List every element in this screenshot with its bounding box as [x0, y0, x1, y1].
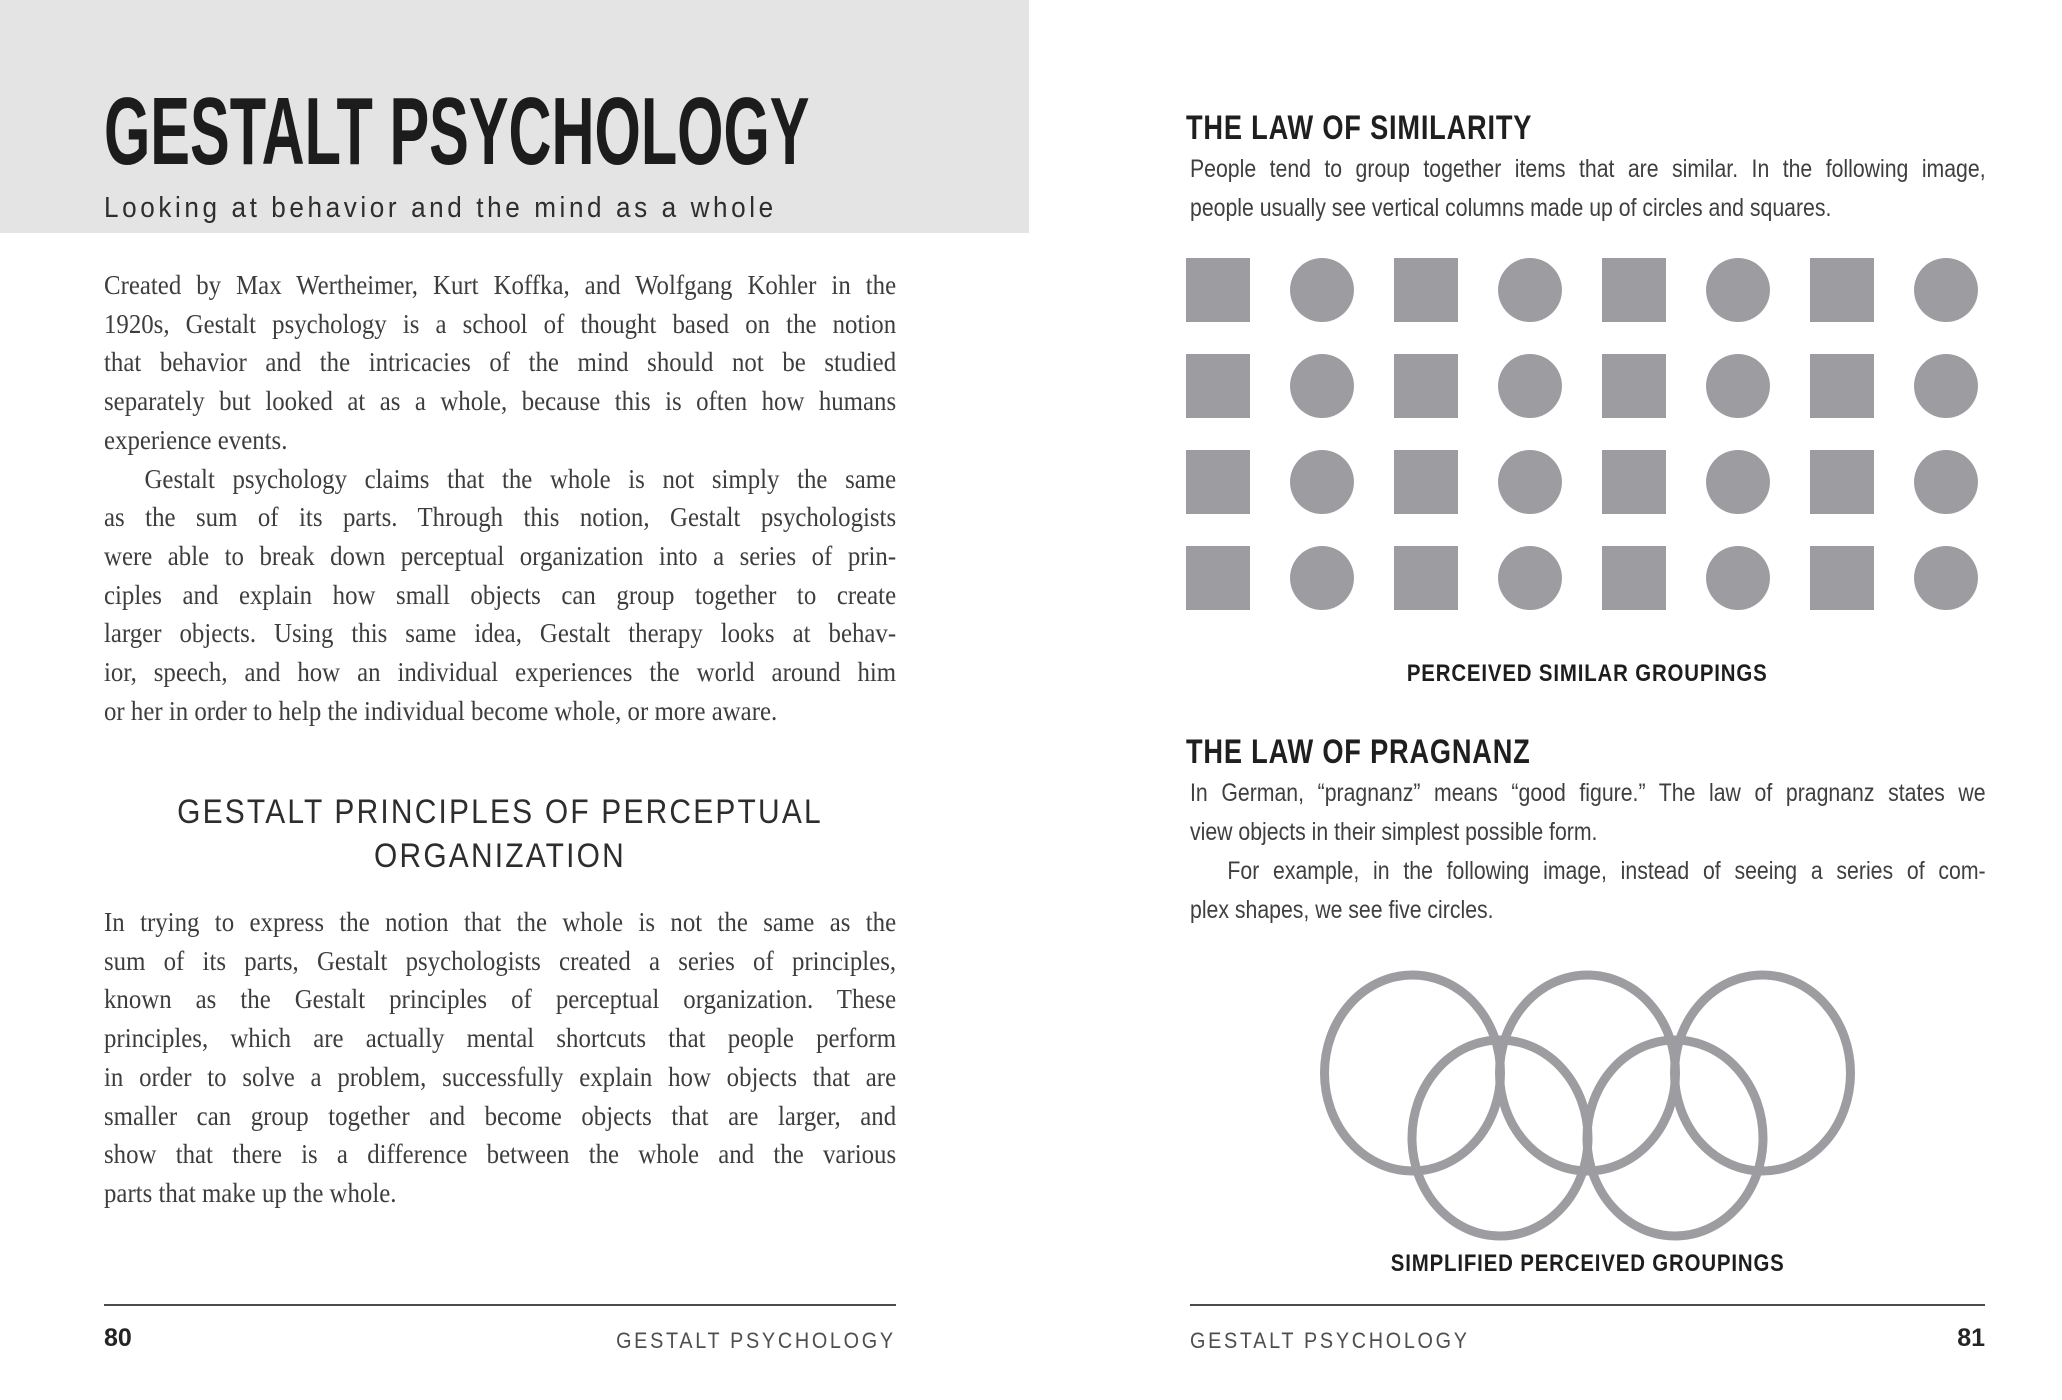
circle-shape	[1706, 258, 1770, 322]
square-shape	[1394, 546, 1458, 610]
section-heading-line: ORGANIZATION	[374, 837, 626, 875]
text-line: larger objects. Using this same idea, Gestalt therapy looks at behav-	[104, 618, 897, 649]
text-line: 1920s, Gestalt psychology is a school of thought based on the notion	[104, 308, 897, 339]
figure-caption-text: PERCEIVED SIMILAR GROUPINGS	[1407, 660, 1768, 687]
page-number: 81	[1957, 1324, 1985, 1352]
text-line: ior, speech, and how an individual experiences the world around him	[104, 657, 897, 688]
circle-shape	[1914, 258, 1978, 322]
circle-shape	[1706, 354, 1770, 418]
text-line: as the sum of its parts. Through this notion, Gestalt psychologists	[104, 502, 897, 533]
square-shape	[1186, 450, 1250, 514]
square-shape	[1602, 258, 1666, 322]
paragraph	[1190, 774, 1986, 852]
circle-shape	[1290, 546, 1354, 610]
chapter-subtitle: Looking at behavior and the mind as a whole	[104, 192, 777, 224]
paragraph	[104, 460, 896, 731]
square-shape	[1394, 450, 1458, 514]
square-shape	[1394, 354, 1458, 418]
circle-shape	[1914, 546, 1978, 610]
circle-shape	[1498, 450, 1562, 514]
square-shape	[1602, 354, 1666, 418]
running-header: GESTALT PSYCHOLOGY	[1190, 1328, 1470, 1353]
law-of-pragnanz-heading: THE LAW OF PRAGNANZ	[1186, 733, 1531, 771]
circle-shape	[1706, 546, 1770, 610]
circle-shape	[1498, 354, 1562, 418]
text-line: In trying to express the notion that the whole is not the same as the	[104, 907, 897, 937]
circle-shape	[1914, 450, 1978, 514]
square-shape	[1810, 546, 1874, 610]
text-line: People tend to group together items that are similar. In the following image,	[1190, 155, 1986, 183]
text-line: sum of its parts, Gestalt psychologists created a series of principles,	[104, 945, 897, 976]
similarity-grid-figure	[1186, 258, 1978, 610]
text-line: principles, which are actually mental shortcuts that people perform	[104, 1023, 897, 1054]
rings-figure	[1320, 966, 1855, 1246]
text-line: In German, “pragnanz” means “good figure.” The law of pragnanz states we	[1190, 779, 1986, 807]
square-shape	[1602, 450, 1666, 514]
circle-shape	[1290, 354, 1354, 418]
square-shape	[1186, 354, 1250, 418]
footer-rule	[104, 1304, 896, 1306]
paragraph	[104, 266, 896, 460]
text-line: that behavior and the intricacies of the mind should not be studied	[104, 347, 897, 378]
circle-shape	[1706, 450, 1770, 514]
square-shape	[1602, 546, 1666, 610]
pragnanz-text-block	[1190, 774, 1986, 930]
law-of-similarity-heading: THE LAW OF SIMILARITY	[1186, 109, 1533, 147]
text-line: were able to break down perceptual organization into a series of prin-	[104, 540, 897, 571]
page-number: 80	[104, 1324, 132, 1352]
square-shape	[1810, 258, 1874, 322]
similarity-text-block	[1190, 150, 1986, 228]
text-line: Gestalt psychology claims that the whole is not simply the same	[144, 463, 897, 494]
paragraph	[1190, 150, 1986, 228]
text-line: Created by Max Wertheimer, Kurt Koffka, and Wolfgang Kohler in the	[104, 270, 897, 300]
text-line: in order to solve a problem, successfully explain how objects that are	[104, 1061, 897, 1092]
text-line: view objects in their simplest possible form.	[1190, 818, 1598, 846]
text-line: people usually see vertical columns made up of circles and squares.	[1190, 194, 1832, 222]
circle-shape	[1290, 258, 1354, 322]
square-shape	[1186, 546, 1250, 610]
text-line: ciples and explain how small objects can group together to create	[104, 579, 897, 610]
square-shape	[1810, 450, 1874, 514]
footer-rule	[1190, 1304, 1985, 1306]
square-shape	[1810, 354, 1874, 418]
text-line: separately but looked at as a whole, because this is often how humans	[104, 386, 897, 417]
section-heading	[152, 790, 849, 878]
circle-shape	[1498, 546, 1562, 610]
running-header: GESTALT PSYCHOLOGY	[616, 1328, 896, 1353]
paragraph	[1190, 852, 1986, 930]
section-text-block	[104, 903, 896, 1213]
figure-caption	[1190, 660, 1985, 688]
circle-shape	[1498, 258, 1562, 322]
square-shape	[1394, 258, 1458, 322]
circle-shape	[1290, 450, 1354, 514]
chapter-title: GESTALT PSYCHOLOGY	[104, 78, 810, 185]
text-line: plex shapes, we see five circles.	[1190, 896, 1494, 924]
text-line: known as the Gestalt principles of perceptual organization. These	[104, 984, 897, 1015]
square-shape	[1186, 258, 1250, 322]
paragraph	[104, 903, 896, 1213]
intro-text-block	[104, 266, 896, 730]
text-line: parts that make up the whole.	[104, 1177, 397, 1208]
section-heading-line: GESTALT PRINCIPLES OF PERCEPTUAL	[177, 793, 823, 831]
text-line: smaller can group together and become objects that are larger, and	[104, 1100, 897, 1131]
text-line: or her in order to help the individual become whole, or more aware.	[104, 695, 778, 726]
text-line: For example, in the following image, instead of seeing a series of com-	[1227, 857, 1986, 885]
text-line: experience events.	[104, 424, 288, 455]
figure-caption-text: SIMPLIFIED PERCEIVED GROUPINGS	[1390, 1250, 1785, 1277]
figure-caption	[1190, 1250, 1985, 1278]
circle-shape	[1914, 354, 1978, 418]
text-line: show that there is a difference between the whole and the various	[104, 1139, 897, 1170]
